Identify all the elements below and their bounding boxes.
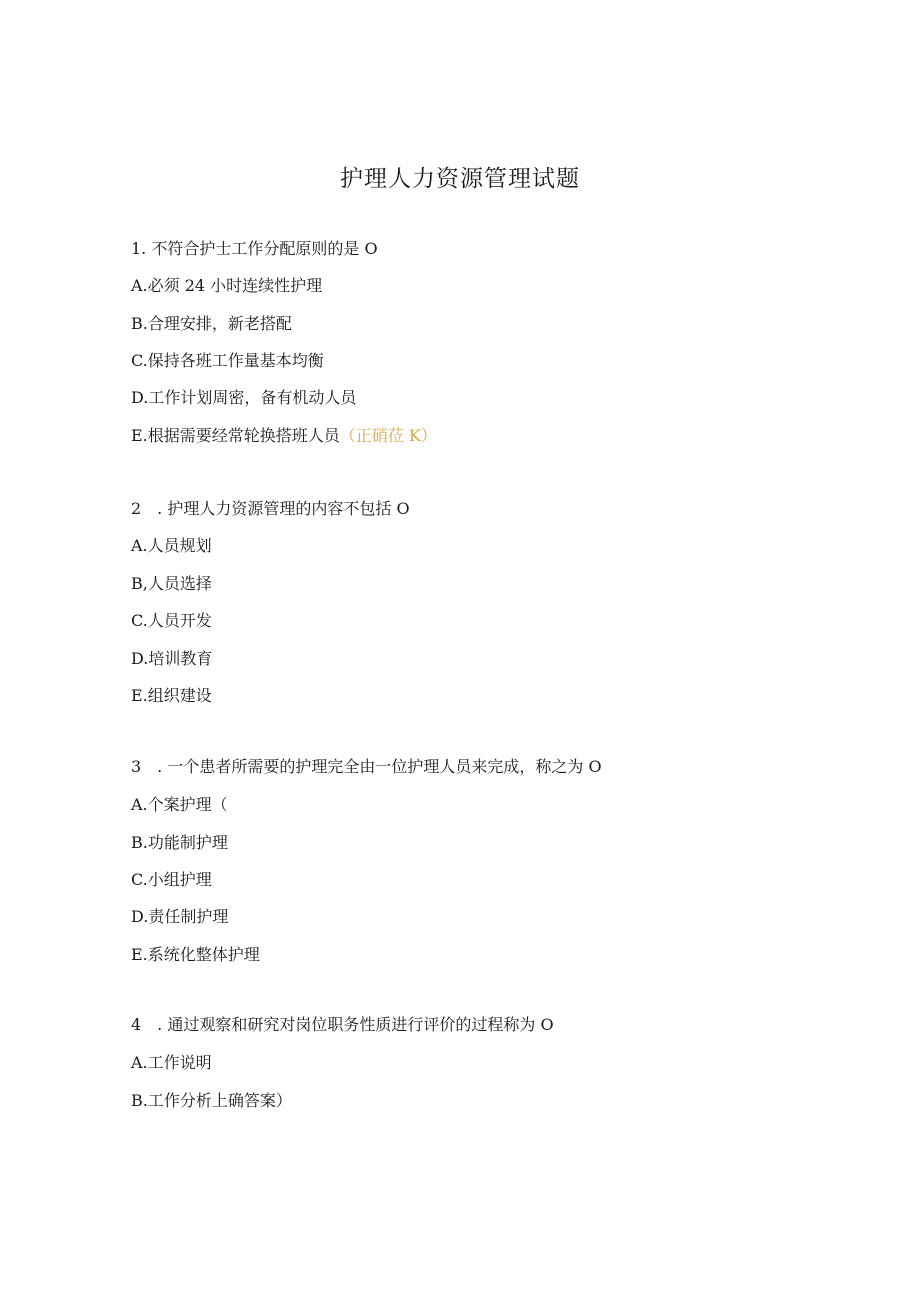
question-3-option-e: E.系统化整体护理 bbox=[131, 945, 260, 964]
question-1-option-a: A.必须 24 小时连续性护理 bbox=[131, 276, 323, 295]
question-3-option-a: A.个案护理（ bbox=[131, 795, 228, 814]
question-3-option-b: B.功能制护理 bbox=[131, 833, 228, 852]
question-1-option-d: D.工作计划周密，备有机动人员 bbox=[131, 388, 357, 407]
question-1-option-e-line bbox=[131, 426, 437, 446]
question-1-stem: 1. 不符合护士工作分配原则的是 O bbox=[131, 239, 378, 258]
document-title: 护理人力资源管理试题 bbox=[340, 166, 580, 192]
question-3-option-c: C.小组护理 bbox=[131, 870, 212, 889]
question-3-option-d: D.责任制护理 bbox=[131, 907, 229, 926]
question-4-option-a: A.工作说明 bbox=[131, 1053, 212, 1072]
question-2-option-a: A.人员规划 bbox=[131, 536, 212, 555]
question-1-option-e: E.根据需要经常轮换搭班人员 bbox=[131, 426, 340, 445]
question-2-option-e: E.组织建设 bbox=[131, 686, 212, 705]
question-4-stem: 4 . 通过观察和研究对岗位职务性质进行评价的过程称为 O bbox=[131, 1015, 554, 1034]
question-2-option-b: B,人员选择 bbox=[131, 574, 212, 593]
question-1-answer-note: （正硝莅 K） bbox=[339, 426, 437, 445]
question-2-stem: 2 . 护理人力资源管理的内容不包括 O bbox=[131, 499, 410, 518]
question-4-option-b: B.工作分析上确答案） bbox=[131, 1091, 292, 1110]
question-2-option-c: C.人员开发 bbox=[131, 611, 212, 630]
question-2-option-d: D.培训教育 bbox=[131, 649, 213, 668]
question-3-stem: 3 . 一个患者所需要的护理完全由一位护理人员来完成，称之为 O bbox=[131, 757, 602, 776]
question-1-option-b: B.合理安排，新老搭配 bbox=[131, 314, 292, 333]
question-1-option-c: C.保持各班工作量基本均衡 bbox=[131, 351, 324, 370]
